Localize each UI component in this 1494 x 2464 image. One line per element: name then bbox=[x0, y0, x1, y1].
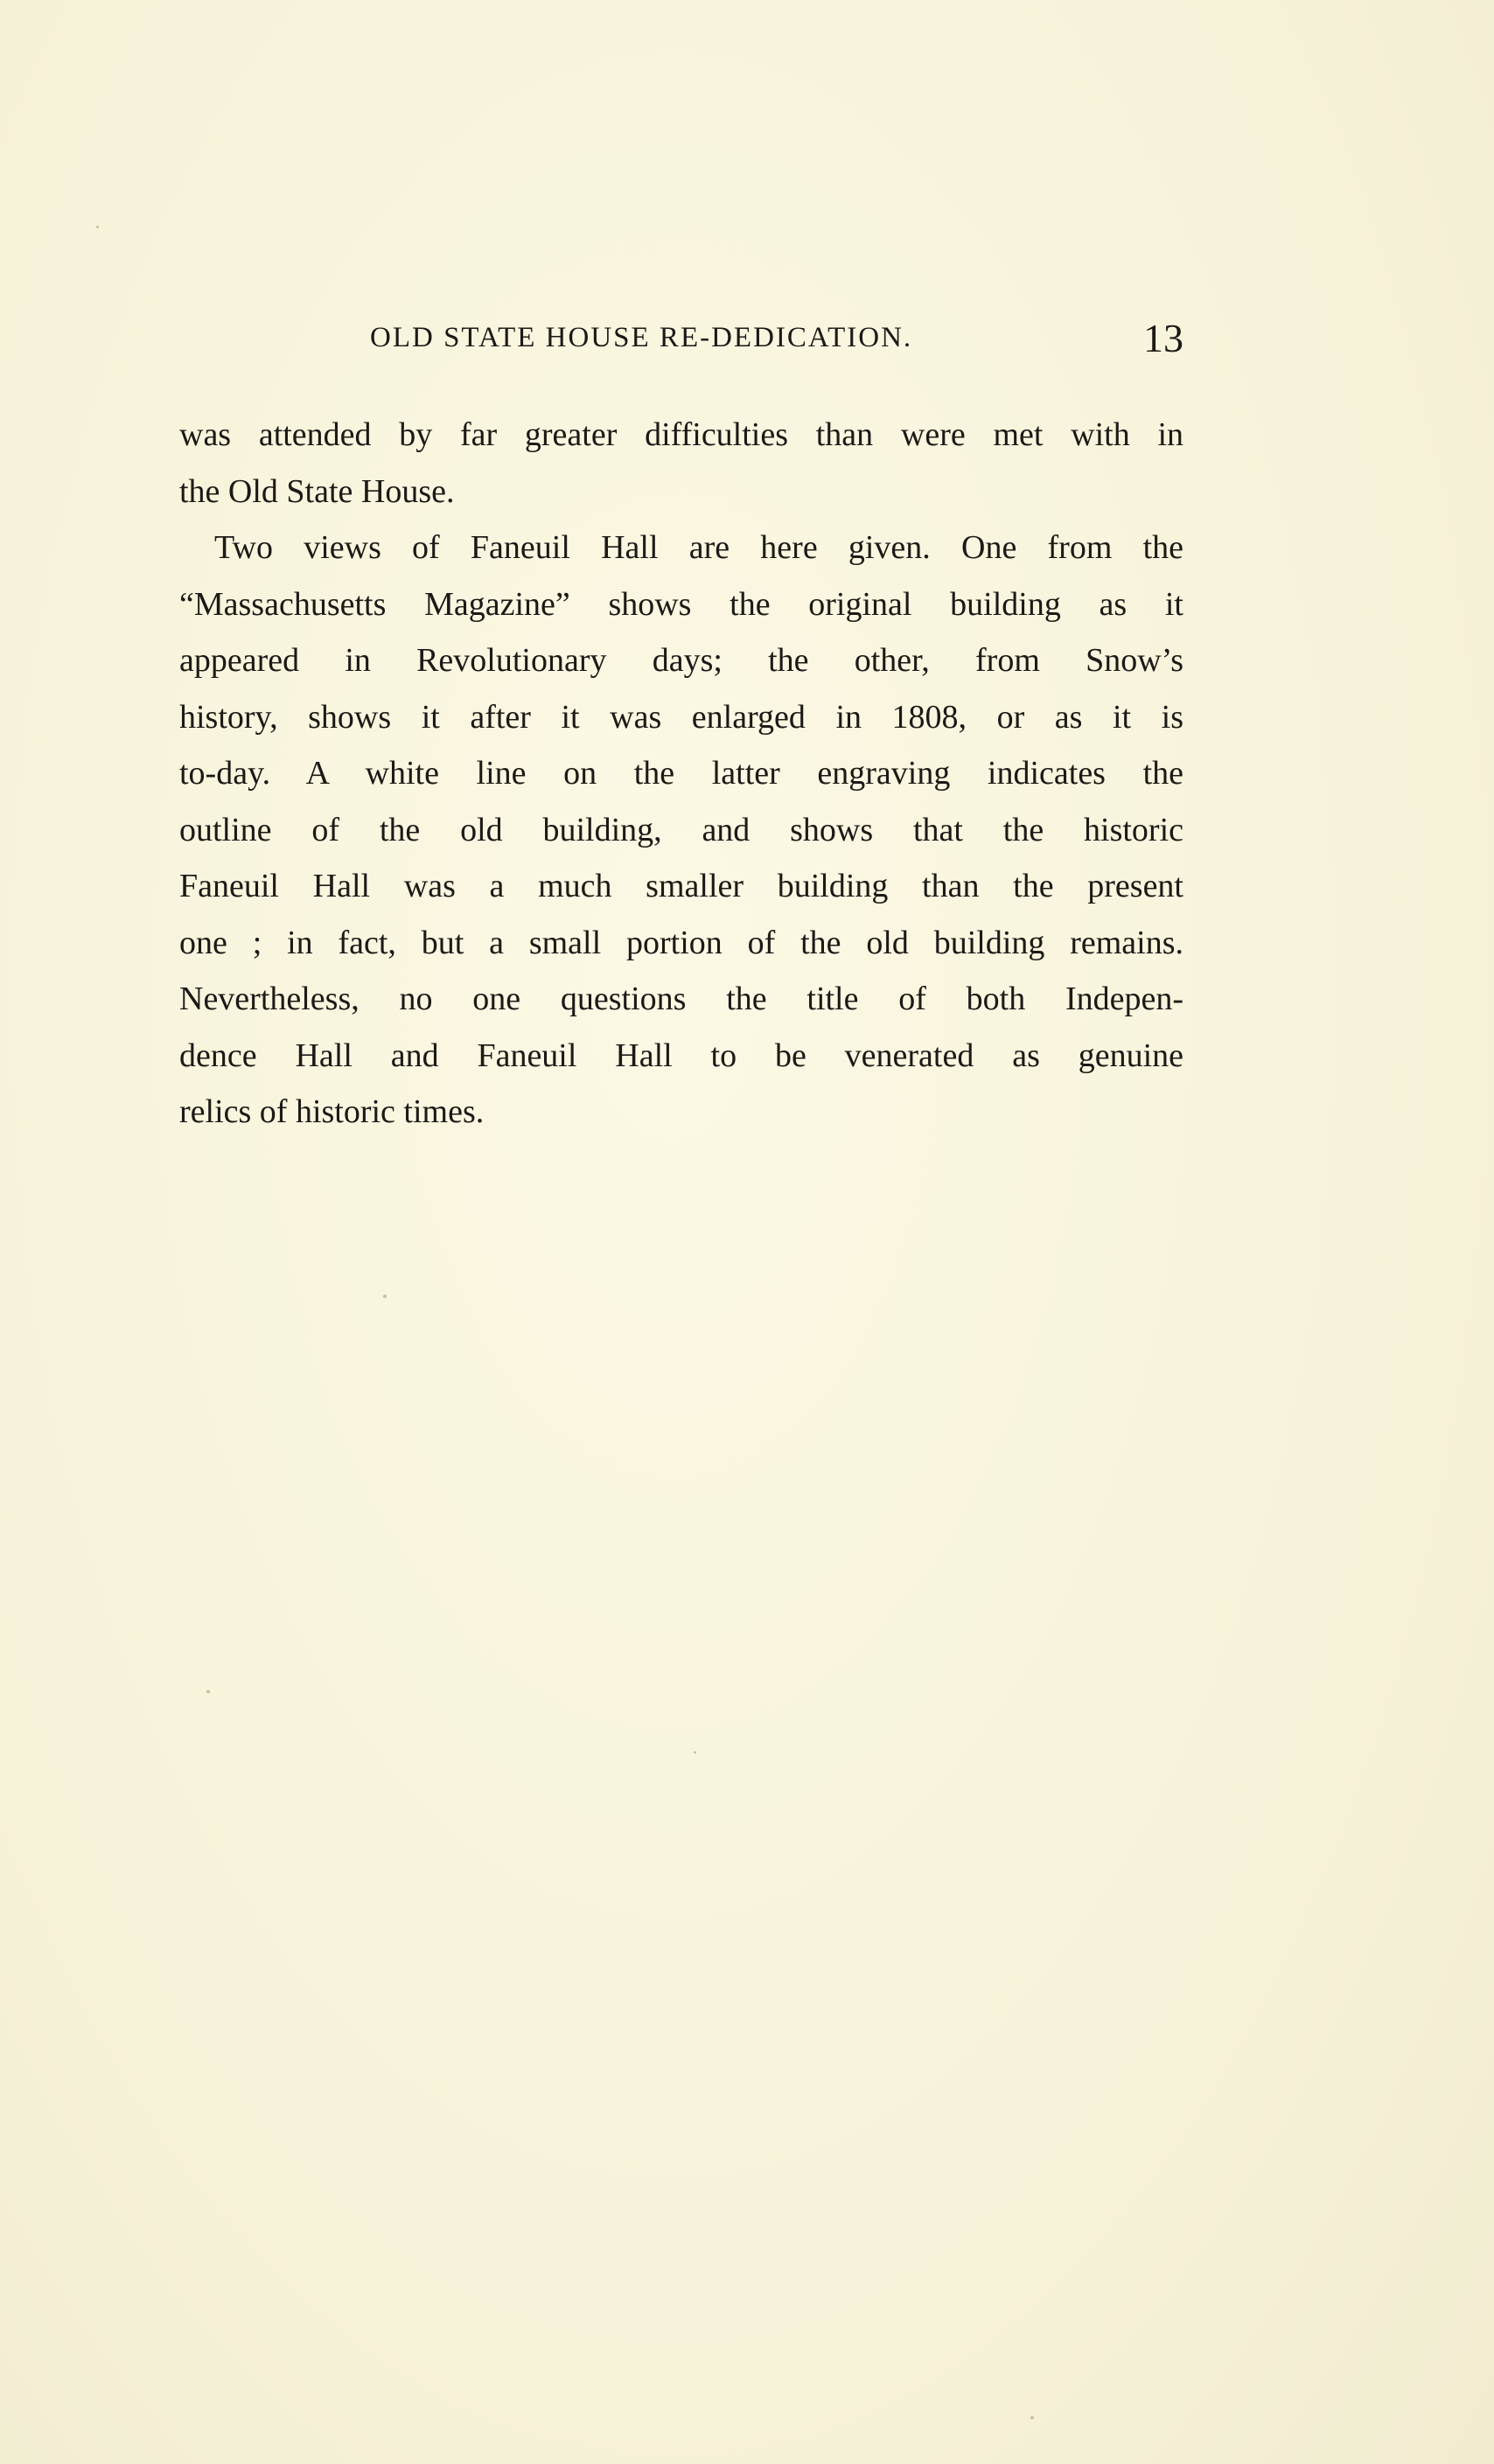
paragraph-start-line: Two views of Faneuil Hall are here given. One from the bbox=[214, 529, 1183, 566]
text-line: history, shows it after it was enlarged in 1808, or as it is bbox=[179, 698, 1183, 736]
text-line: to-day. A white line on the latter engraving indicates the bbox=[179, 755, 1183, 792]
text-line: relics of historic times. bbox=[179, 1093, 485, 1130]
text-line: appeared in Revolutionary days; the other, from Snow’s bbox=[179, 642, 1183, 679]
paper-speck bbox=[383, 1295, 387, 1298]
paper-speck bbox=[206, 1690, 210, 1693]
paper-speck bbox=[96, 226, 99, 228]
text-line: the Old State House. bbox=[179, 472, 455, 510]
text-line: one ; in fact, but a small portion of the old building remains. bbox=[179, 924, 1183, 961]
paper-speck bbox=[694, 1751, 696, 1754]
running-head bbox=[179, 315, 1183, 367]
page-number: 13 bbox=[1143, 316, 1183, 360]
text-line: “Massachusetts Magazine” shows the original building as it bbox=[179, 585, 1183, 623]
text-line: Nevertheless, no one questions the title of both Indepen- bbox=[179, 981, 1183, 1017]
body-text bbox=[179, 407, 1183, 1141]
text-line: outline of the old building, and shows that the historic bbox=[179, 811, 1183, 848]
text-line: Faneuil Hall was a much smaller building than the present bbox=[179, 868, 1183, 904]
paper-speck bbox=[1030, 2416, 1034, 2419]
text-line: dence Hall and Faneuil Hall to be venerated as genuine bbox=[179, 1037, 1183, 1074]
text-line: was attended by far greater difficulties than were met with in bbox=[179, 416, 1183, 453]
running-title: OLD STATE HOUSE RE-DEDICATION. bbox=[370, 322, 913, 353]
